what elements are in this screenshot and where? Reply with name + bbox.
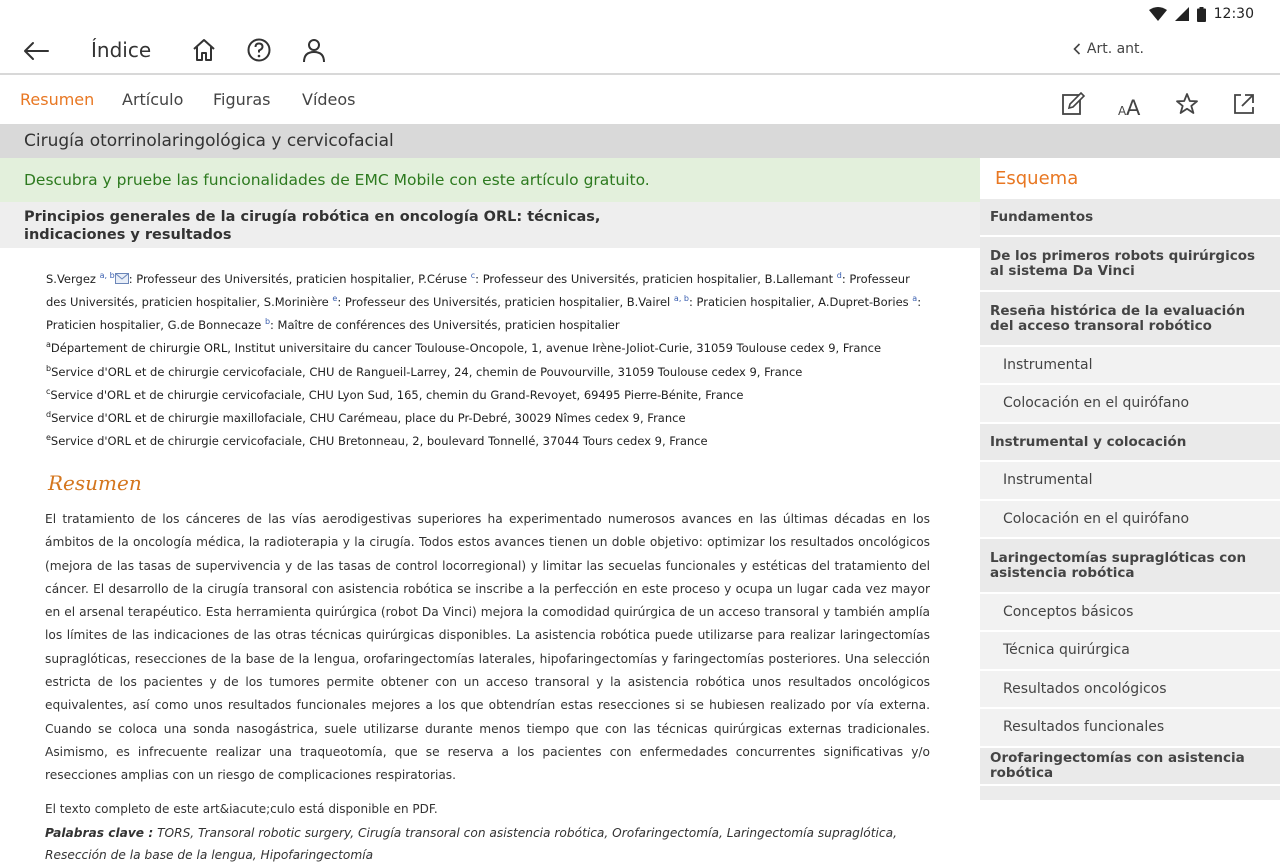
section-title: Cirugía otorrinolaringológica y cervicofacial [24,131,394,151]
app-bar [0,30,1280,75]
chevron-left-icon [1073,43,1081,55]
promo-banner: Descubra y pruebe las funcionalidades de EMC Mobile con este artículo gratuito. [0,158,980,202]
outline-item[interactable]: Reseña histórica de la evaluación del acceso transoral robótico [980,292,1280,347]
article-content [0,158,980,862]
outline-item[interactable]: Colocación en el quirófano [980,385,1280,424]
tab-figuras[interactable]: Figuras [213,90,271,109]
author-name[interactable]: G.de Bonnecaze [167,318,262,333]
affiliation-text: Service d'ORL et de chirurgie cervicofaciale, CHU de Rangueil-Larrey, 24, chemin de Pouvourville, 31059 Toulouse cedex 9, France [51,364,803,379]
outline-item[interactable]: Instrumental [980,462,1280,501]
author-name[interactable]: B.Lallemant [764,271,834,286]
author-role: : Professeur des Universités, praticien hospitalier, [128,271,419,286]
share-icon[interactable] [1231,91,1257,117]
outline-item[interactable]: Resultados oncológicos [980,671,1280,709]
author-affiliation-ref[interactable]: a, b [99,271,115,280]
author-role: : Praticien hospitalier, [689,294,819,309]
affiliation-key: d [46,409,52,419]
status-icons [1149,6,1254,22]
user-icon[interactable] [301,37,327,63]
status-time: 12:30 [1213,6,1254,22]
affiliation [46,405,932,428]
tab-bar [0,77,1280,124]
author-affiliation-ref[interactable]: e [332,294,338,304]
author-role: : Maître de conférences des Universités, praticien hospitalier [270,318,620,333]
article-title: Principios generales de la cirugía robótica en oncología ORL: técnicas, indicaciones y resultados [24,209,601,243]
outline-item[interactable]: Resultados funcionales [980,709,1280,748]
affiliation [46,335,932,358]
abstract-text: El tratamiento de los cánceres de las vías aerodigestivas superiores ha experimentado numerosos avances en las últimas décadas en los ámbitos de la oncología médica, la radioterapia y la cirugía. Todos estos avances tienen un doble objetivo: optimizar los resultados oncológicos (mejora de las tasas de supervivencia y de las tasas de control locorregional) y limitar las secuelas funcionales y estéticas del tratamiento del cáncer. El desarrollo de la cirugía transoral con asistencia robótica se inscribe a la perfección en este proceso y ocupa un lugar cada vez mayor en el arsenal terapéutico. Esta herramienta quirúrgica (robot Da Vinci) mejora la comodidad quirúrgica de un acceso transoral y también amplía los límites de las indicaciones de las otras técnicas quirúrgicas disponibles. La asistencia robótica puede utilizarse para realizar laringectomías supraglóticas, resecciones de la base de la lengua, orofaringectomías laterales, hipofaringectomías y faringectomías posteriores. Una selección estricta de los pacientes y de los tumores permite obtener con un acceso transoral y la asistencia robótica unos resultados oncológicos equivalentes, así como unos resultados funcionales mejores a los que obtendrían estas resecciones si se hubiesen realizado por vía externa. Cuando se coloca una sonda nasogástrica, suele utilizarse durante menos tiempo que con las técnicas quirúrgicas externas tradicionales. Asimismo, es infrecuente realizar una traqueotomía, que se reserva a los pacientes con enfermedades concurrentes significativas y/o resecciones amplias con un riesgo de complicaciones respiratorias. [45,512,930,783]
svg-text:A: A [1118,104,1127,118]
affiliation-key: a [46,340,51,350]
wifi-icon [1149,7,1167,21]
outline-panel [980,158,1280,800]
star-icon[interactable] [1174,91,1200,117]
affiliation-key: e [46,432,51,442]
affiliation [46,382,932,405]
author-name[interactable]: S.Morinière [263,294,329,309]
tab-articulo[interactable]: Artículo [122,90,184,109]
edit-note-icon[interactable] [1060,91,1086,117]
affiliation [46,428,932,451]
author-affiliation-ref[interactable]: d [836,271,842,280]
affiliation-text: Service d'ORL et de chirurgie cervicofaciale, CHU Bretonneau, 2, boulevard Tonnellé, 37044 Tours cedex 9, France [50,433,708,448]
outline-item[interactable]: Laringectomías supraglóticas con asistencia robótica [980,539,1280,594]
author-role: : Professeur des Universités, praticien hospitalier, [475,271,765,286]
author-name[interactable]: P.Céruse [418,271,468,286]
affiliation-text: Département de chirurgie ORL, Institut universitaire du cancer Toulouse-Oncopole, 1, avenue Irène-Joliot-Curie, 31059 Toulouse cedex 9, France [50,341,882,356]
tab-videos[interactable]: Vídeos [302,90,356,109]
help-icon[interactable] [246,37,272,63]
affiliation-key: b [46,363,52,373]
author-affiliation-ref[interactable]: c [470,271,476,280]
affiliation [46,359,932,382]
author-name[interactable]: S.Vergez [46,271,96,286]
authors-block [0,248,980,451]
mail-icon[interactable] [115,273,129,284]
article-title-bar [0,202,980,248]
outline-item[interactable]: Instrumental [980,347,1280,385]
section-header [0,124,1280,158]
outline-item[interactable]: Conceptos básicos [980,594,1280,632]
affiliation-key: c [46,386,51,396]
author-affiliation-ref[interactable]: a, b [673,294,689,304]
svg-text:A: A [1126,96,1141,120]
author-affiliation-ref[interactable]: b [264,317,271,327]
outline-title: Esquema [980,158,1280,199]
author-role: : Professeur des Universités, praticien hospitalier, [46,271,910,309]
author-list [46,266,932,335]
back-arrow-icon[interactable] [22,38,50,64]
outline-item[interactable]: Colocación en el quirófano [980,501,1280,539]
status-bar [0,0,1280,30]
font-size-icon[interactable] [1117,91,1145,120]
author-role: : Praticien hospitalier, [46,294,922,333]
affiliation-text: Service d'ORL et de chirurgie maxillofaciale, CHU Carémeau, place du Pr-Debré, 30029 Nîmes cedex 9, France [51,410,686,425]
keywords-label: Palabras clave : [45,825,154,840]
outline-item[interactable]: De los primeros robots quirúrgicos al sistema Da Vinci [980,237,1280,292]
keywords [0,816,980,866]
outline-item[interactable]: Orofaringectomías con asistencia robótica [980,748,1280,786]
author-name[interactable]: B.Vairel [626,294,671,309]
keywords-list: TORS, Transoral robotic surgery, Cirugía transoral con asistencia robótica, Orofaringectomía, Laringectomía supraglótica, Resección de la base de la lengua, Hipofaringectomía [45,825,897,862]
author-role: : Professeur des Universités, praticien hospitalier, [337,294,627,309]
tab-resumen[interactable]: Resumen [20,90,95,109]
author-affiliation-ref[interactable]: a [912,294,918,304]
outline-item[interactable]: Técnica quirúrgica [980,632,1280,671]
pdf-note: El texto completo de este art&iacute;culo está disponible en PDF. [45,801,438,816]
index-link[interactable]: Índice [91,38,152,62]
affiliation-text: Service d'ORL et de chirurgie cervicofaciale, CHU Lyon Sud, 165, chemin du Grand-Revoyet, 69495 Pierre-Bénite, France [50,387,744,402]
previous-article-button[interactable] [1073,41,1144,57]
outline-item[interactable]: Fundamentos [980,199,1280,237]
abstract-heading: Resumen [48,471,142,495]
home-icon[interactable] [191,37,217,63]
battery-icon [1197,7,1206,22]
outline-item[interactable]: Instrumental y colocación [980,424,1280,462]
outline-list [980,199,1280,786]
author-name[interactable]: A.Dupret-Bories [818,294,909,309]
signal-icon [1175,7,1189,21]
previous-article-label: Art. ant. [1086,41,1144,57]
